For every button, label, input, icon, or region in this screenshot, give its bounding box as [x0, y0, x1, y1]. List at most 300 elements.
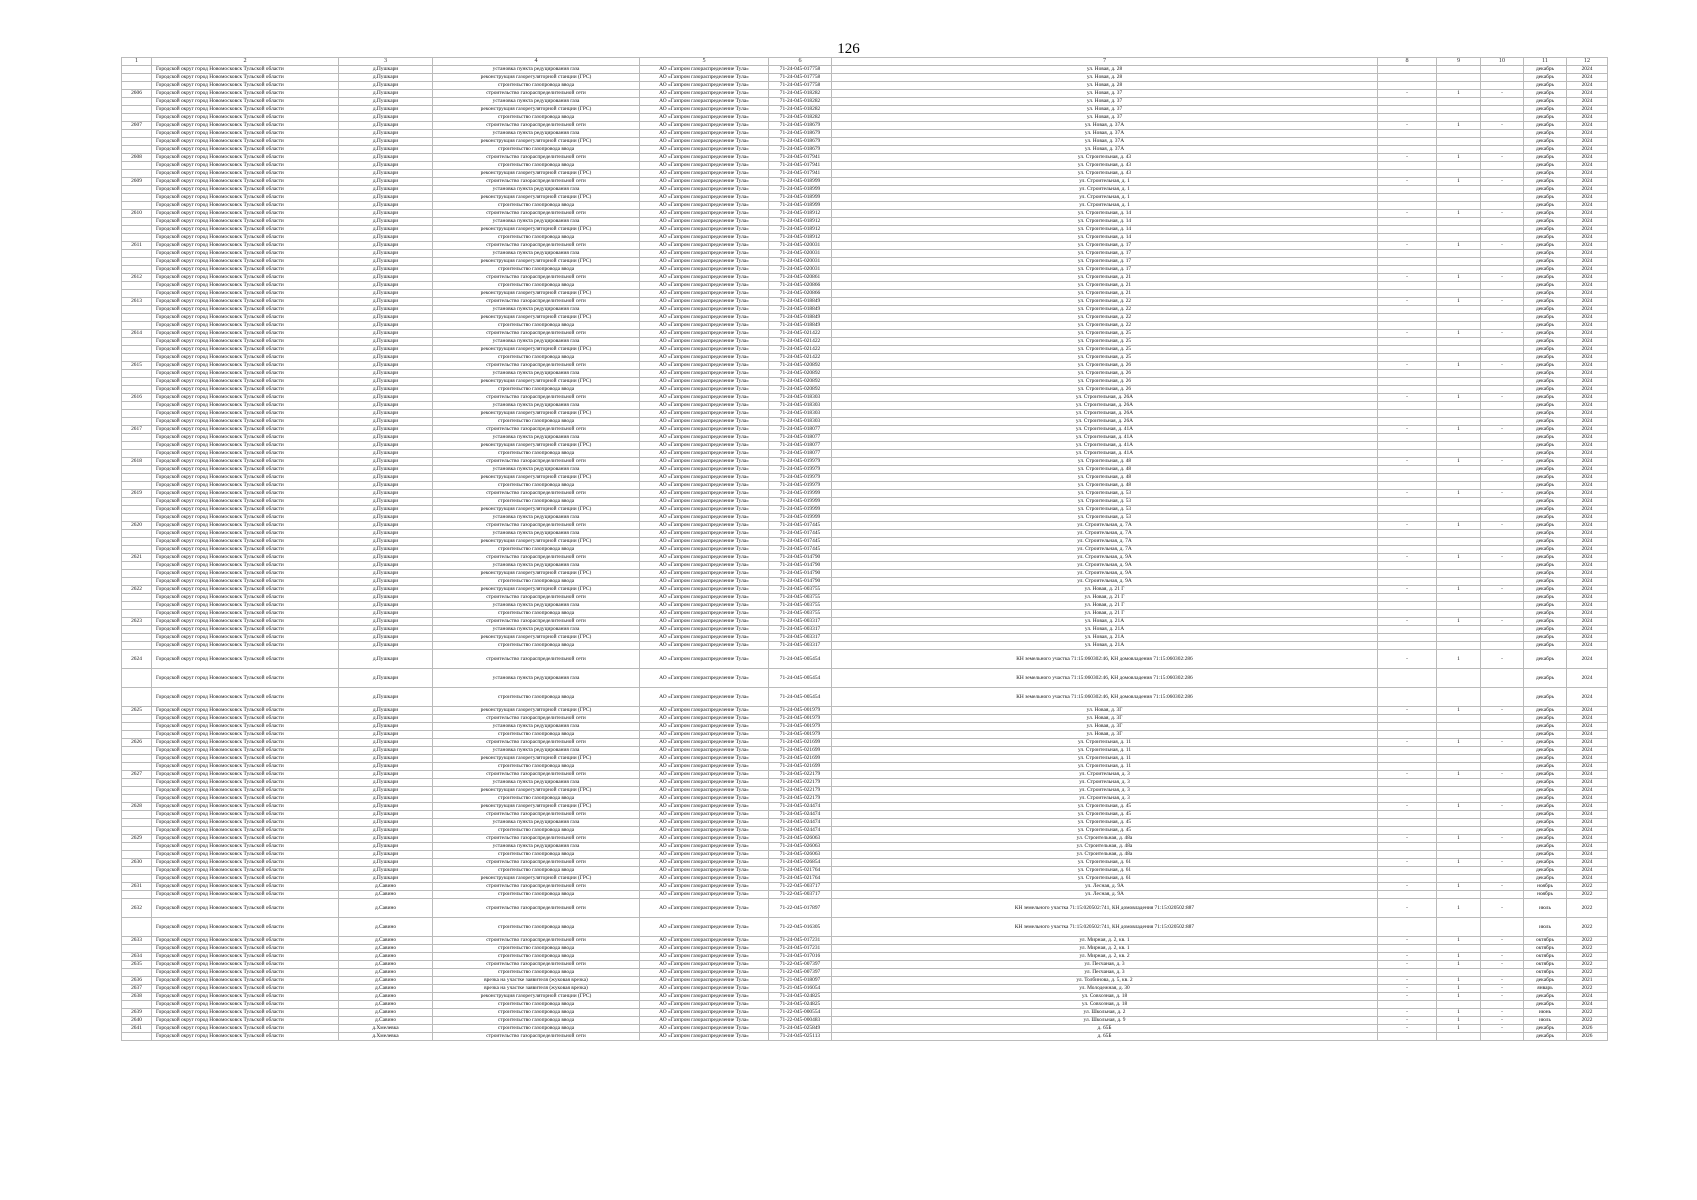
- cell-settlement: д.Пушкари: [339, 234, 433, 242]
- cell-address: ул. Строительная, д. 26А: [832, 402, 1378, 410]
- cell-year: 2024: [1567, 298, 1608, 306]
- cell-col-10: [1481, 410, 1524, 418]
- cell-work-type: реконструкция газорегуляторной станции (ГРС): [433, 346, 640, 354]
- cell-application-number: 71-24-045-018849: [769, 306, 832, 314]
- cell-year: 2024: [1567, 498, 1608, 506]
- cell-work-type: установка пункта редуцирования газа: [433, 669, 640, 688]
- cell-organization: АО «Газпром газораспределение Тула»: [640, 322, 769, 330]
- cell-application-number: 71-24-045-021699: [769, 747, 832, 755]
- cell-address: ул. Строительная, д. 61: [832, 875, 1378, 883]
- cell-work-type: строительство газопровода ввода: [433, 1025, 640, 1033]
- cell-organization: АО «Газпром газораспределение Тула»: [640, 282, 769, 290]
- cell-year: 2024: [1567, 106, 1608, 114]
- cell-work-type: строительство газораспределительной сети: [433, 1033, 640, 1041]
- cell-application-number: 71-24-045-021422: [769, 330, 832, 338]
- cell-row-number: [122, 314, 152, 322]
- cell-work-type: строительство газопровода ввода: [433, 266, 640, 274]
- cell-col-9: [1437, 530, 1481, 538]
- cell-col-10: [1481, 314, 1524, 322]
- cell-row-number: [122, 250, 152, 258]
- cell-row-number: [122, 498, 152, 506]
- table-row: [122, 90, 1608, 98]
- cell-row-number: [122, 811, 152, 819]
- cell-municipality: Городской округ город Новомосковск Тульской области: [152, 594, 339, 602]
- cell-month: декабрь: [1524, 498, 1567, 506]
- cell-settlement: д.Савино: [339, 977, 433, 985]
- cell-col-8: [1378, 723, 1437, 731]
- cell-address: ул. Строительная, д. 53: [832, 506, 1378, 514]
- cell-address: ул. Строительная, д. 43: [832, 162, 1378, 170]
- cell-organization: АО «Газпром газораспределение Тула»: [640, 763, 769, 771]
- cell-settlement: д.Пушкари: [339, 562, 433, 570]
- cell-year: 2024: [1567, 610, 1608, 618]
- cell-settlement: д.Пушкари: [339, 82, 433, 90]
- cell-organization: АО «Газпром газораспределение Тула»: [640, 466, 769, 474]
- cell-municipality: Городской округ город Новомосковск Тульской области: [152, 578, 339, 586]
- cell-municipality: Городской округ город Новомосковск Тульской области: [152, 1025, 339, 1033]
- cell-municipality: Городской округ город Новомосковск Тульской области: [152, 394, 339, 402]
- cell-year: 2024: [1567, 138, 1608, 146]
- cell-work-type: строительство газораспределительной сети: [433, 330, 640, 338]
- cell-month: декабрь: [1524, 442, 1567, 450]
- cell-settlement: д.Савино: [339, 918, 433, 937]
- cell-year: 2022: [1567, 891, 1608, 899]
- cell-work-type: установка пункта редуцирования газа: [433, 218, 640, 226]
- cell-col-8: [1378, 731, 1437, 739]
- cell-col-10: [1481, 442, 1524, 450]
- cell-address: ул. Строительная, д. 14: [832, 234, 1378, 242]
- table-row: [122, 378, 1608, 386]
- cell-application-number: 71-24-045-003755: [769, 594, 832, 602]
- cell-settlement: д.Пушкари: [339, 154, 433, 162]
- cell-application-number: 71-24-045-020866: [769, 282, 832, 290]
- cell-col-10: [1481, 969, 1524, 977]
- cell-address: ул. Строительная, д. 9А: [832, 570, 1378, 578]
- cell-application-number: 71-24-045-017231: [769, 937, 832, 945]
- table-row: [122, 993, 1608, 1001]
- cell-settlement: д.Пушкари: [339, 867, 433, 875]
- cell-address: ул. Строительная, д. 61: [832, 867, 1378, 875]
- table-row: [122, 266, 1608, 274]
- cell-address: ул. Строительная, д. 1: [832, 194, 1378, 202]
- table-row: [122, 506, 1608, 514]
- table-row: [122, 835, 1608, 843]
- cell-settlement: д.Пушкари: [339, 90, 433, 98]
- cell-application-number: 71-22-045-016305: [769, 918, 832, 937]
- cell-col-10: [1481, 634, 1524, 642]
- cell-municipality: Городской округ город Новомосковск Тульской области: [152, 250, 339, 258]
- cell-address: ул. Новая, д. 28: [832, 82, 1378, 90]
- cell-settlement: д.Пушкари: [339, 210, 433, 218]
- cell-organization: АО «Газпром газораспределение Тула»: [640, 482, 769, 490]
- cell-col-10: [1481, 250, 1524, 258]
- cell-year: 2024: [1567, 755, 1608, 763]
- cell-row-number: [122, 867, 152, 875]
- cell-address: ул. Строительная, д. 9А: [832, 578, 1378, 586]
- cell-organization: АО «Газпром газораспределение Тула»: [640, 538, 769, 546]
- cell-work-type: строительство газопровода ввода: [433, 827, 640, 835]
- cell-municipality: Городской округ город Новомосковск Тульской области: [152, 891, 339, 899]
- cell-col-8: -: [1378, 242, 1437, 250]
- table-row: [122, 226, 1608, 234]
- cell-col-10: -: [1481, 210, 1524, 218]
- cell-col-10: [1481, 594, 1524, 602]
- cell-settlement: д.Пушкари: [339, 843, 433, 851]
- cell-col-8: -: [1378, 154, 1437, 162]
- cell-month: декабрь: [1524, 330, 1567, 338]
- cell-work-type: врезка на участке заявителя (жуковая врезка): [433, 985, 640, 993]
- cell-col-9: [1437, 498, 1481, 506]
- cell-address: ул. Строительная, д. 53: [832, 490, 1378, 498]
- cell-col-10: [1481, 130, 1524, 138]
- cell-application-number: 71-24-045-020031: [769, 250, 832, 258]
- cell-application-number: 71-24-045-018679: [769, 146, 832, 154]
- cell-organization: АО «Газпром газораспределение Тула»: [640, 634, 769, 642]
- cell-col-8: -: [1378, 883, 1437, 891]
- cell-year: 2024: [1567, 707, 1608, 715]
- cell-work-type: строительство газопровода ввода: [433, 610, 640, 618]
- cell-col-10: -: [1481, 650, 1524, 669]
- cell-address: ул. Новая, д. 21 Г: [832, 594, 1378, 602]
- cell-organization: АО «Газпром газораспределение Тула»: [640, 937, 769, 945]
- table-row: [122, 763, 1608, 771]
- cell-work-type: реконструкция газорегуляторной станции (ГРС): [433, 442, 640, 450]
- cell-col-10: [1481, 370, 1524, 378]
- cell-settlement: д.Пушкари: [339, 130, 433, 138]
- cell-settlement: д.Хмелевка: [339, 1025, 433, 1033]
- cell-address: ул. Молодежная, д. 30: [832, 985, 1378, 993]
- cell-col-9: [1437, 98, 1481, 106]
- cell-work-type: установка пункта редуцирования газа: [433, 779, 640, 787]
- cell-col-9: [1437, 474, 1481, 482]
- cell-municipality: Городской округ город Новомосковск Тульской области: [152, 618, 339, 626]
- cell-col-8: [1378, 282, 1437, 290]
- cell-month: декабрь: [1524, 298, 1567, 306]
- table-row: [122, 634, 1608, 642]
- cell-col-8: -: [1378, 739, 1437, 747]
- cell-col-9: [1437, 594, 1481, 602]
- cell-work-type: строительство газопровода ввода: [433, 322, 640, 330]
- cell-settlement: д.Пушкари: [339, 394, 433, 402]
- cell-municipality: Городской округ город Новомосковск Тульской области: [152, 945, 339, 953]
- cell-col-10: [1481, 562, 1524, 570]
- cell-organization: АО «Газпром газораспределение Тула»: [640, 290, 769, 298]
- cell-address: ул. Новая, д. 37А: [832, 122, 1378, 130]
- cell-address: ул. Строительная, д. 21: [832, 274, 1378, 282]
- cell-address: ул. Строительная, д. 26: [832, 386, 1378, 394]
- cell-col-8: -: [1378, 122, 1437, 130]
- cell-organization: АО «Газпром газораспределение Тула»: [640, 723, 769, 731]
- cell-organization: АО «Газпром газораспределение Тула»: [640, 154, 769, 162]
- cell-col-9: 1: [1437, 859, 1481, 867]
- cell-work-type: реконструкция газорегуляторной станции (ГРС): [433, 474, 640, 482]
- cell-col-8: -: [1378, 394, 1437, 402]
- cell-row-number: 2609: [122, 178, 152, 186]
- cell-col-8: [1378, 354, 1437, 362]
- cell-organization: АО «Газпром газораспределение Тула»: [640, 626, 769, 634]
- cell-month: декабрь: [1524, 162, 1567, 170]
- cell-settlement: д.Пушкари: [339, 554, 433, 562]
- cell-settlement: д.Пушкари: [339, 474, 433, 482]
- cell-row-number: [122, 546, 152, 554]
- cell-application-number: 71-24-045-018912: [769, 226, 832, 234]
- cell-year: 2024: [1567, 787, 1608, 795]
- cell-year: 2024: [1567, 202, 1608, 210]
- table-row: [122, 458, 1608, 466]
- cell-month: декабрь: [1524, 530, 1567, 538]
- cell-row-number: [122, 450, 152, 458]
- cell-month: декабрь: [1524, 250, 1567, 258]
- cell-address: ул. Строительная, д. 48: [832, 466, 1378, 474]
- cell-application-number: 71-24-045-018849: [769, 322, 832, 330]
- cell-row-number: [122, 218, 152, 226]
- cell-municipality: Городской округ город Новомосковск Тульской области: [152, 386, 339, 394]
- cell-col-10: -: [1481, 859, 1524, 867]
- cell-municipality: Городской округ город Новомосковск Тульской области: [152, 106, 339, 114]
- cell-col-8: [1378, 918, 1437, 937]
- cell-application-number: 71-24-045-018999: [769, 202, 832, 210]
- cell-address: ул. Новая, д. 21 Г: [832, 602, 1378, 610]
- cell-settlement: д.Пушкари: [339, 819, 433, 827]
- cell-address: ул. Строительная, д. 26А: [832, 394, 1378, 402]
- cell-col-8: [1378, 811, 1437, 819]
- cell-settlement: д.Пушкари: [339, 859, 433, 867]
- cell-col-9: 1: [1437, 178, 1481, 186]
- cell-col-8: -: [1378, 985, 1437, 993]
- cell-month: декабрь: [1524, 306, 1567, 314]
- cell-address: ул. Школьная, д. 9: [832, 1017, 1378, 1025]
- cell-row-number: [122, 418, 152, 426]
- cell-row-number: [122, 715, 152, 723]
- cell-year: 2024: [1567, 194, 1608, 202]
- cell-col-8: [1378, 787, 1437, 795]
- table-row: [122, 779, 1608, 787]
- cell-col-9: [1437, 354, 1481, 362]
- cell-organization: АО «Газпром газораспределение Тула»: [640, 266, 769, 274]
- cell-row-number: 2607: [122, 122, 152, 130]
- table-row: [122, 985, 1608, 993]
- cell-year: 2024: [1567, 442, 1608, 450]
- cell-row-number: 2619: [122, 490, 152, 498]
- cell-col-10: -: [1481, 394, 1524, 402]
- cell-col-9: 1: [1437, 426, 1481, 434]
- cell-settlement: д.Пушкари: [339, 811, 433, 819]
- cell-application-number: 71-24-045-003317: [769, 642, 832, 650]
- cell-settlement: д.Пушкари: [339, 755, 433, 763]
- cell-col-9: [1437, 514, 1481, 522]
- cell-row-number: [122, 434, 152, 442]
- table-row: [122, 194, 1608, 202]
- cell-month: декабрь: [1524, 803, 1567, 811]
- table-row: [122, 306, 1608, 314]
- cell-address: ул. Строительная, д. 14: [832, 218, 1378, 226]
- cell-organization: АО «Газпром газораспределение Тула»: [640, 1017, 769, 1025]
- cell-col-8: [1378, 378, 1437, 386]
- cell-year: 2022: [1567, 899, 1608, 918]
- cell-col-9: [1437, 202, 1481, 210]
- cell-address: ул. Строительная, д. 48: [832, 482, 1378, 490]
- cell-year: 2024: [1567, 66, 1608, 74]
- cell-month: декабрь: [1524, 795, 1567, 803]
- cell-month: декабрь: [1524, 819, 1567, 827]
- table-row: [122, 747, 1608, 755]
- cell-settlement: д.Савино: [339, 953, 433, 961]
- cell-col-9: 1: [1437, 1025, 1481, 1033]
- cell-year: 2024: [1567, 450, 1608, 458]
- cell-work-type: строительство газопровода ввода: [433, 450, 640, 458]
- cell-work-type: установка пункта редуцирования газа: [433, 66, 640, 74]
- cell-row-number: 2620: [122, 522, 152, 530]
- cell-municipality: Городской округ город Новомосковск Тульской области: [152, 498, 339, 506]
- cell-col-9: [1437, 891, 1481, 899]
- cell-application-number: 71-24-045-018077: [769, 450, 832, 458]
- cell-work-type: реконструкция газорегуляторной станции (ГРС): [433, 170, 640, 178]
- cell-year: 2024: [1567, 859, 1608, 867]
- cell-address: ул. Новая, д. 37: [832, 114, 1378, 122]
- cell-municipality: Городской округ город Новомосковск Тульской области: [152, 586, 339, 594]
- cell-month: октябрь: [1524, 953, 1567, 961]
- cell-municipality: Городской округ город Новомосковск Тульской области: [152, 98, 339, 106]
- cell-application-number: 71-24-045-005454: [769, 669, 832, 688]
- cell-application-number: 71-24-045-024825: [769, 1001, 832, 1009]
- cell-settlement: д.Пушкари: [339, 763, 433, 771]
- cell-row-number: [122, 266, 152, 274]
- table-row: [122, 258, 1608, 266]
- cell-col-10: [1481, 811, 1524, 819]
- cell-col-8: -: [1378, 458, 1437, 466]
- cell-work-type: установка пункта редуцирования газа: [433, 843, 640, 851]
- cell-row-number: [122, 370, 152, 378]
- cell-settlement: д.Пушкари: [339, 250, 433, 258]
- cell-col-9: [1437, 442, 1481, 450]
- cell-work-type: строительство газораспределительной сети: [433, 394, 640, 402]
- cell-year: 2024: [1567, 322, 1608, 330]
- cell-year: 2024: [1567, 82, 1608, 90]
- cell-col-9: [1437, 669, 1481, 688]
- cell-col-9: [1437, 570, 1481, 578]
- cell-col-8: [1378, 106, 1437, 114]
- cell-row-number: 2606: [122, 90, 152, 98]
- cell-municipality: Городской округ город Новомосковск Тульской области: [152, 803, 339, 811]
- cell-application-number: 71-24-045-021764: [769, 875, 832, 883]
- cell-col-10: -: [1481, 1025, 1524, 1033]
- cell-year: 2024: [1567, 186, 1608, 194]
- cell-municipality: Городской округ город Новомосковск Тульской области: [152, 74, 339, 82]
- cell-work-type: врезка на участке заявителя (жуковая врезка): [433, 977, 640, 985]
- cell-month: декабрь: [1524, 707, 1567, 715]
- cell-col-9: [1437, 338, 1481, 346]
- cell-row-number: [122, 114, 152, 122]
- cell-col-9: [1437, 66, 1481, 74]
- cell-col-8: [1378, 498, 1437, 506]
- cell-col-8: -: [1378, 707, 1437, 715]
- cell-row-number: [122, 763, 152, 771]
- cell-application-number: 71-24-045-017758: [769, 66, 832, 74]
- cell-col-10: [1481, 290, 1524, 298]
- cell-month: январь: [1524, 985, 1567, 993]
- cell-application-number: 71-24-045-018912: [769, 218, 832, 226]
- cell-col-9: [1437, 731, 1481, 739]
- cell-col-10: [1481, 234, 1524, 242]
- cell-settlement: д.Пушкари: [339, 707, 433, 715]
- cell-col-9: [1437, 250, 1481, 258]
- cell-row-number: 2630: [122, 859, 152, 867]
- cell-col-8: -: [1378, 937, 1437, 945]
- cell-municipality: Городской округ город Новомосковск Тульской области: [152, 162, 339, 170]
- cell-municipality: Городской округ город Новомосковск Тульской области: [152, 562, 339, 570]
- cell-month: декабрь: [1524, 843, 1567, 851]
- cell-month: декабрь: [1524, 194, 1567, 202]
- cell-municipality: Городской округ город Новомосковск Тульской области: [152, 843, 339, 851]
- table-row: [122, 1025, 1608, 1033]
- cell-application-number: 71-24-045-020861: [769, 274, 832, 282]
- cell-municipality: Городской округ город Новомосковск Тульской области: [152, 811, 339, 819]
- cell-year: 2022: [1567, 945, 1608, 953]
- cell-work-type: установка пункта редуцирования газа: [433, 723, 640, 731]
- cell-month: декабрь: [1524, 747, 1567, 755]
- cell-col-10: -: [1481, 362, 1524, 370]
- cell-address: ул. Строительная, д. 11: [832, 747, 1378, 755]
- cell-row-number: 2641: [122, 1025, 152, 1033]
- cell-address: ул. Новая, д. 37А: [832, 130, 1378, 138]
- cell-application-number: 71-24-045-018912: [769, 210, 832, 218]
- cell-col-10: [1481, 66, 1524, 74]
- cell-col-10: -: [1481, 883, 1524, 891]
- cell-col-8: [1378, 66, 1437, 74]
- cell-organization: АО «Газпром газораспределение Тула»: [640, 370, 769, 378]
- cell-settlement: д.Пушкари: [339, 242, 433, 250]
- cell-year: 2024: [1567, 394, 1608, 402]
- cell-application-number: 71-22-045-017897: [769, 899, 832, 918]
- cell-settlement: д.Савино: [339, 945, 433, 953]
- cell-organization: АО «Газпром газораспределение Тула»: [640, 961, 769, 969]
- cell-year: 2024: [1567, 418, 1608, 426]
- cell-year: 2024: [1567, 458, 1608, 466]
- cell-col-9: 1: [1437, 154, 1481, 162]
- cell-col-9: [1437, 346, 1481, 354]
- cell-month: июль: [1524, 918, 1567, 937]
- cell-municipality: Городской округ город Новомосковск Тульской области: [152, 1033, 339, 1041]
- cell-year: 2024: [1567, 162, 1608, 170]
- cell-col-9: 1: [1437, 122, 1481, 130]
- cell-year: 2024: [1567, 386, 1608, 394]
- cell-municipality: Городской округ город Новомосковск Тульской области: [152, 194, 339, 202]
- cell-municipality: Городской округ город Новомосковск Тульской области: [152, 835, 339, 843]
- cell-organization: АО «Газпром газораспределение Тула»: [640, 546, 769, 554]
- cell-settlement: д.Пушкари: [339, 194, 433, 202]
- cell-organization: АО «Газпром газораспределение Тула»: [640, 402, 769, 410]
- cell-organization: АО «Газпром газораспределение Тула»: [640, 386, 769, 394]
- cell-settlement: д.Пушкари: [339, 458, 433, 466]
- cell-work-type: строительство газопровода ввода: [433, 642, 640, 650]
- cell-year: 2024: [1567, 362, 1608, 370]
- cell-col-8: [1378, 763, 1437, 771]
- cell-settlement: д.Пушкари: [339, 795, 433, 803]
- cell-settlement: д.Пушкари: [339, 330, 433, 338]
- cell-settlement: д.Пушкари: [339, 274, 433, 282]
- cell-address: ул. Строительная, д. 45: [832, 827, 1378, 835]
- cell-col-9: 1: [1437, 330, 1481, 338]
- column-number-2: 2: [152, 58, 339, 66]
- cell-settlement: д.Пушкари: [339, 610, 433, 618]
- cell-work-type: реконструкция газорегуляторной станции (ГРС): [433, 634, 640, 642]
- cell-col-9: [1437, 1001, 1481, 1009]
- cell-month: декабрь: [1524, 715, 1567, 723]
- cell-settlement: д.Савино: [339, 985, 433, 993]
- cell-col-8: [1378, 74, 1437, 82]
- cell-address: ул. Строительная, д. 48а: [832, 851, 1378, 859]
- cell-row-number: 2612: [122, 274, 152, 282]
